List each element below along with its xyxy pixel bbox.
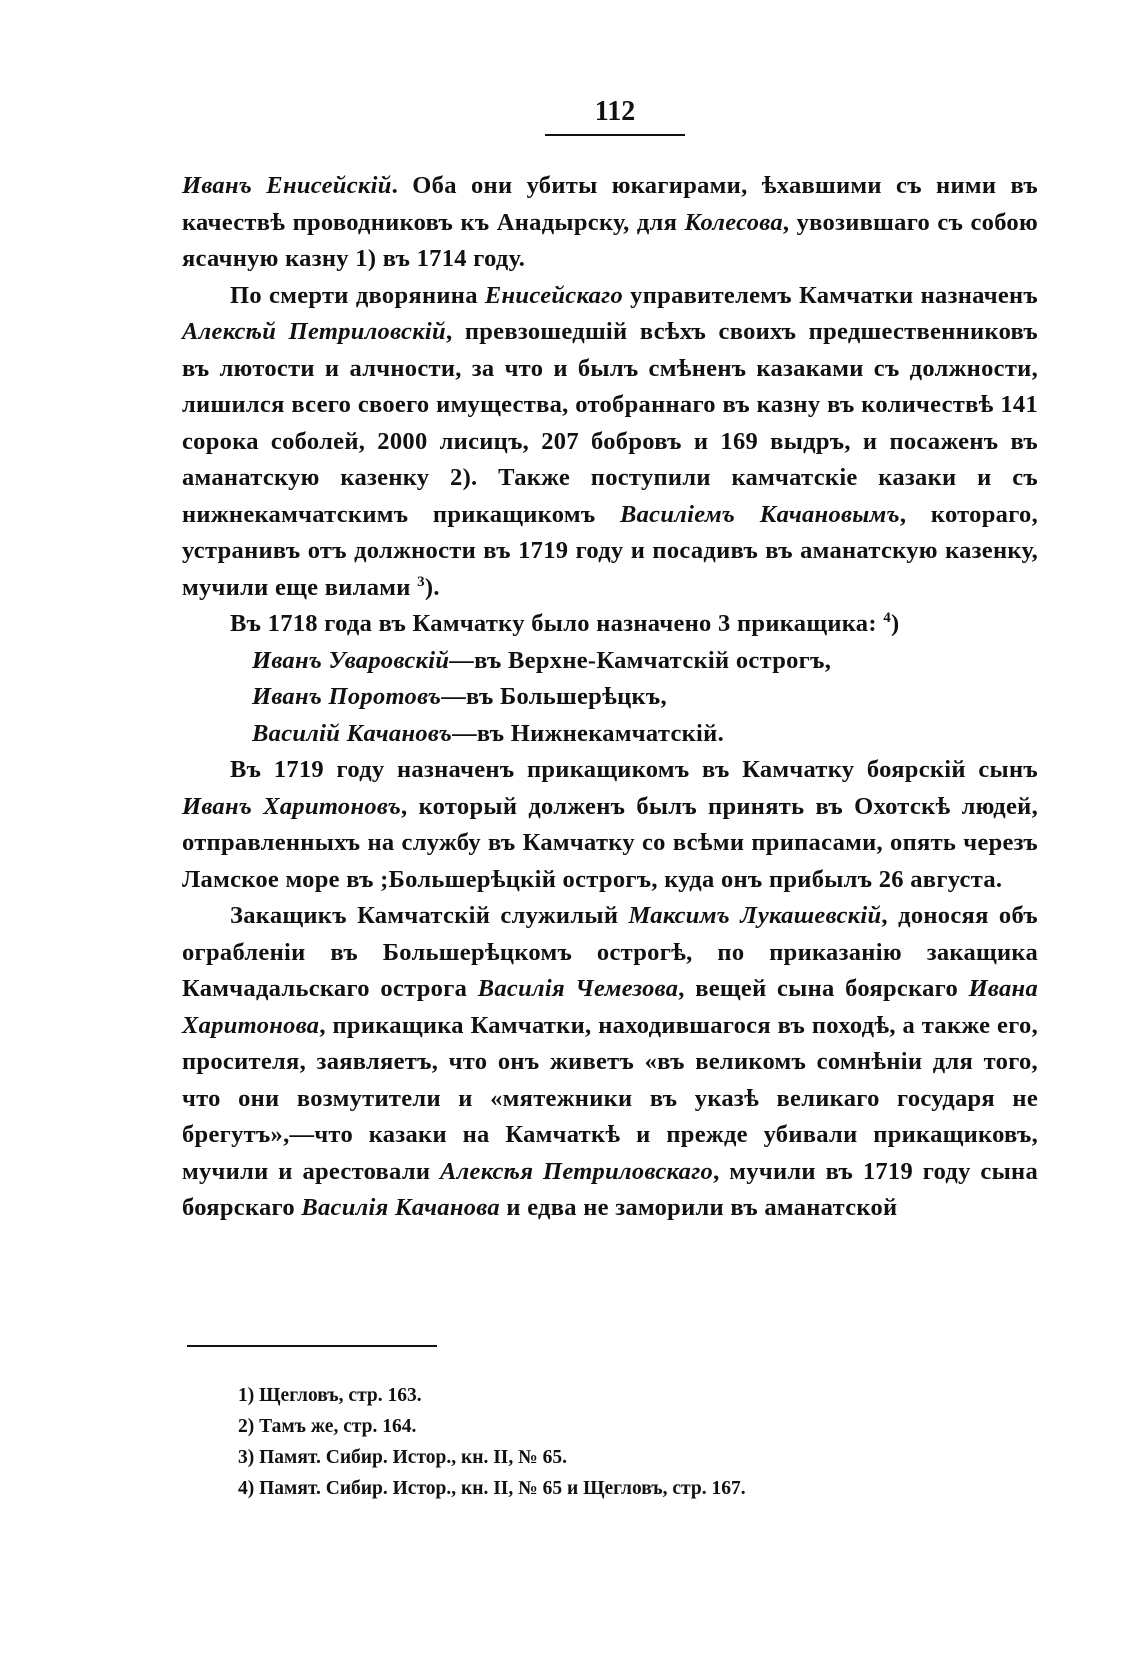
appointee-place: —въ Верхне-Камчатскій острогъ, bbox=[449, 646, 832, 674]
footnote-rule bbox=[187, 1345, 437, 1347]
text-run: ). bbox=[424, 573, 440, 601]
footnote-2: 2) Тамъ же, стр. 164. bbox=[238, 1416, 417, 1437]
appointee-place: —въ Нижнекамчатскій. bbox=[452, 719, 725, 747]
italic-name: Колесова bbox=[684, 208, 783, 236]
appointee-list bbox=[182, 643, 1038, 753]
italic-name: Максимъ Лукашевскій bbox=[628, 902, 882, 929]
text-run: Въ 1719 году назначенъ прикащикомъ въ Камчатку боярскій сынъ bbox=[230, 756, 1038, 783]
text-run: и едва не заморили въ аманатской bbox=[499, 1194, 898, 1221]
paragraphs-before-list bbox=[182, 168, 1038, 643]
paragraph bbox=[182, 278, 1038, 607]
italic-name: Алексѣя Петриловскаго bbox=[440, 1157, 714, 1185]
text-run: въ 1714 году. bbox=[376, 245, 526, 272]
appointee-name: Иванъ Поротовъ bbox=[252, 683, 442, 710]
footnote-1: 1) Щегловъ, стр. 163. bbox=[238, 1385, 422, 1406]
appointee-line bbox=[182, 643, 1038, 680]
footnote-4: 4) Памят. Сибир. Истор., кн. II, № 65 и Щегловъ, стр. 167. bbox=[238, 1478, 746, 1499]
italic-name: Иванъ Енисейскій bbox=[182, 172, 392, 199]
text-run: , вещей сына боярскаго bbox=[678, 975, 969, 1002]
italic-name: Василія Чемезова bbox=[477, 975, 679, 1002]
page-number: 112 bbox=[594, 96, 636, 127]
text-run: По смерти дворянина bbox=[230, 281, 485, 309]
text-run: , мучили въ 1719 году сына боярскаго bbox=[182, 1157, 1038, 1221]
page-number-rule bbox=[545, 134, 685, 136]
footnote-ref: 3 bbox=[417, 573, 425, 590]
text-run: , доносяя объ ограбленіи въ Большерѣцкомъ острогѣ, по приказанію закащика Камчадальскаго острога bbox=[182, 902, 1038, 1002]
text-run: ) bbox=[891, 610, 900, 637]
text-run: , котораго, устранивъ отъ должности въ 1719 году и посадивъ въ аманатскую казенку, мучили еще вилами bbox=[182, 500, 1038, 601]
text-run: Закащикъ Камчатскій служилый bbox=[230, 902, 629, 929]
italic-name: Ивана Харитонова bbox=[182, 975, 1038, 1039]
footnote-ref: 4 bbox=[883, 609, 892, 626]
appointee-name: Иванъ Уваровскій bbox=[252, 646, 450, 674]
appointee-line bbox=[182, 679, 1038, 716]
text-run: . Оба они убиты юкагирами, ѣхавшими съ ними въ качествѣ проводниковъ къ Анадырску, для bbox=[182, 172, 1038, 236]
appointee-place: —въ Большерѣцкъ, bbox=[441, 683, 667, 710]
paragraph bbox=[182, 898, 1038, 1227]
text-run: Въ 1718 года въ Камчатку было назначено 3 прикащика: bbox=[230, 610, 884, 637]
text-run: 1) bbox=[355, 245, 377, 272]
text-run: , увозившаго съ собою ясачную казну bbox=[182, 208, 1039, 272]
paragraph bbox=[182, 606, 1038, 643]
footnote-3: 3) Памят. Сибир. Истор., кн. II, № 65. bbox=[238, 1447, 567, 1468]
body-text bbox=[182, 168, 1038, 1227]
appointee-line bbox=[182, 716, 1038, 753]
text-run: , прикащика Камчатки, находившагося въ походѣ, а также его, просителя, заявляетъ, что онъ живетъ «въ великомъ сомнѣніи для того, что они возмутители и «мятежники въ указѣ великаго государя не брегутъ»,—что казаки на Камчаткѣ и прежде убивали прикащиковъ, мучили и арестовали bbox=[182, 1011, 1038, 1185]
footnotes bbox=[238, 1380, 998, 1504]
italic-name: Василія Качанова bbox=[301, 1194, 500, 1221]
italic-name: Алексѣй Петриловскій bbox=[182, 318, 446, 345]
paragraph bbox=[182, 168, 1038, 278]
text-run: , который долженъ былъ принять въ Охотскѣ людей, отправленныхъ на службу въ Камчатку со всѣми припасами, опять черезъ Ламское море въ ;Большерѣцкій острогъ, куда онъ прибылъ 26 августа. bbox=[182, 792, 1039, 893]
text-run: управителемъ Камчатки назначенъ bbox=[623, 281, 1038, 309]
appointee-name: Василій Качановъ bbox=[252, 719, 453, 747]
text-run: , превзошедшій всѣхъ своихъ предшественниковъ въ лютости и алчности, за что и былъ смѣненъ казаками съ должности, лишился всего своего имущества, отобраннаго въ казну въ количествѣ 141 сорока соболей, 2000 лисицъ, 207 бобровъ и 169 выдръ, и посаженъ въ аманатскую казенку 2). Также поступили камчатскіе казаки и съ нижнекамчатскимъ прикащикомъ bbox=[182, 318, 1039, 528]
italic-name: Енисейскаго bbox=[484, 281, 624, 309]
italic-name: Василіемъ Качановымъ bbox=[619, 500, 900, 528]
paragraphs-after-list bbox=[182, 752, 1038, 1227]
italic-name: Иванъ Харитоновъ bbox=[182, 792, 402, 820]
paragraph bbox=[182, 752, 1038, 898]
